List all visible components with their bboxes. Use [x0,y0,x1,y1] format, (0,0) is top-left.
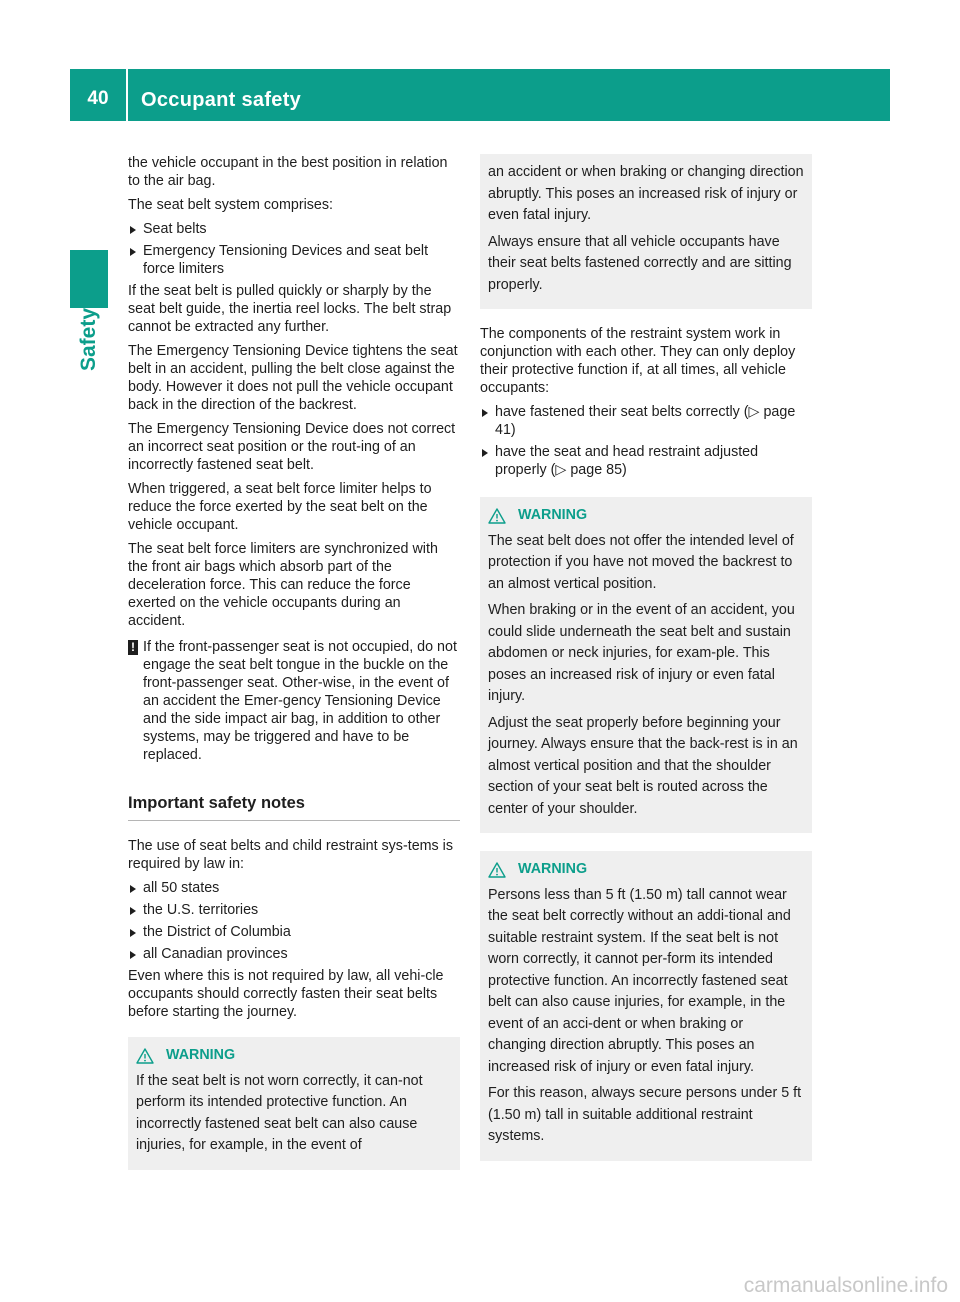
section-heading: Important safety notes [128,794,460,821]
paragraph: When triggered, a seat belt force limiter helps to reduce the force exerted by the seat belt on the vehicle occupant. [128,481,432,533]
warning-title [488,505,804,527]
paragraph: The Emergency Tensioning Device does not correct an incorrect seat position or the rout-ing of an incorrectly fastened seat belt. [128,421,456,473]
warning-text: If the seat belt is not worn correctly, it can-not perform its intended protective function. An incorrectly fastened seat belt can also cause injuries, for example, in the event of [136,1072,423,1153]
component-list [480,403,812,479]
warning-text: an accident or when braking or changing direction abruptly. This poses an increased risk of injury or even fatal injury. [488,164,804,223]
warning-triangle-icon [488,508,506,524]
side-tab-label: Safety [77,307,100,371]
law-list [128,879,460,963]
system-list [128,220,460,278]
warning-text: Always ensure that all vehicle occupants have their seat belts fastened correctly and are sitting properly. [488,233,792,293]
side-tab-block [70,250,108,308]
right-column [480,154,812,1161]
warning-text: The seat belt does not offer the intended level of protection if you have not moved the backrest to an almost vertical position. [488,532,794,592]
watermark: carmanualsonline.info [743,1274,948,1297]
warning-text: For this reason, always secure persons under 5 ft (1.50 m) tall in suitable additional restraint systems. [488,1085,802,1144]
paragraph: Even where this is not required by law, all vehi-cle occupants should correctly fasten their seat belts before starting the journey. [128,968,444,1020]
paragraph: The Emergency Tensioning Device tightens the seat belt in an accident, pulling the belt close against the body. However it does not pull the vehicle occupant back in the direction of the backrest. [128,343,458,413]
paragraph: The seat belt system comprises: [128,197,333,213]
exclamation-icon: ! [128,640,138,655]
warning-text: When braking or in the event of an accident, you could slide underneath the seat belt and sustain abdomen or neck injuries, for exam-ple. This poses an increased risk of injury or even fatal injury. [488,602,795,704]
note-text: If the front-passenger seat is not occupied, do not engage the seat belt tongue in the buckle on the front-passenger seat. Other-wise, in the event of an accident the Emer-gency Tensioning Device and the side impact air bag, in addition to other systems, may be triggered and have to be replaced. [143,639,457,763]
warning-box [480,851,812,1161]
paragraph: If the seat belt is pulled quickly or sharply by the seat belt guide, the inertia reel locks. The belt strap cannot be extracted any further. [128,283,452,335]
warning-triangle-icon [136,1048,154,1064]
list-item: have the seat and head restraint adjusted properly (▷ page 85) [480,443,812,479]
list-item: Seat belts [128,220,460,238]
paragraph: The components of the restraint system work in conjunction with each other. They can only deploy their protective function if, at all times, all vehicle occupants: [480,326,796,396]
list-item: have fastened their seat belts correctly (▷ page 41) [480,403,812,439]
warning-title [136,1045,452,1067]
list-item: all 50 states [128,879,460,897]
warning-label: WARNING [166,1047,236,1063]
warning-triangle-icon [488,862,506,878]
warning-box-continued [480,154,812,309]
warning-text: Persons less than 5 ft (1.50 m) tall cannot wear the seat belt correctly without an addi-tional and suitable restraint system. If the seat belt is not worn correctly, it cannot per-form its intended protective function. An incorrectly fastened seat belt can also cause injuries, for example, in the event of an acci-dent or when braking or changing direction abruptly. This poses an increased risk of injury or even fatal injury. [488,886,791,1075]
list-item: the District of Columbia [128,923,460,941]
page-title: Occupant safety [141,89,302,111]
warning-label: WARNING [518,861,588,877]
page-number: 40 [87,88,109,109]
header-divider [126,69,128,121]
side-tab [70,307,108,371]
paragraph: the vehicle occupant in the best position in relation to the air bag. [128,155,448,189]
note [128,638,460,764]
warning-text: Adjust the seat properly before beginning your journey. Always ensure that the back-rest is in an almost vertical position and that the shoulder section of your seat belt is routed across the center of your shoulder. [488,714,798,817]
list-item: the U.S. territories [128,901,460,919]
list-item: all Canadian provinces [128,945,460,963]
warning-label: WARNING [518,507,588,523]
warning-title [488,859,804,881]
warning-box [480,497,812,833]
left-column [128,154,460,1170]
list-item: Emergency Tensioning Devices and seat belt force limiters [128,242,460,278]
paragraph: The seat belt force limiters are synchronized with the front air bags which absorb part of the deceleration force. This can reduce the force exerted on the vehicle occupants during an accident. [128,541,438,629]
warning-box [128,1037,460,1170]
paragraph: The use of seat belts and child restraint sys-tems is required by law in: [128,838,453,872]
